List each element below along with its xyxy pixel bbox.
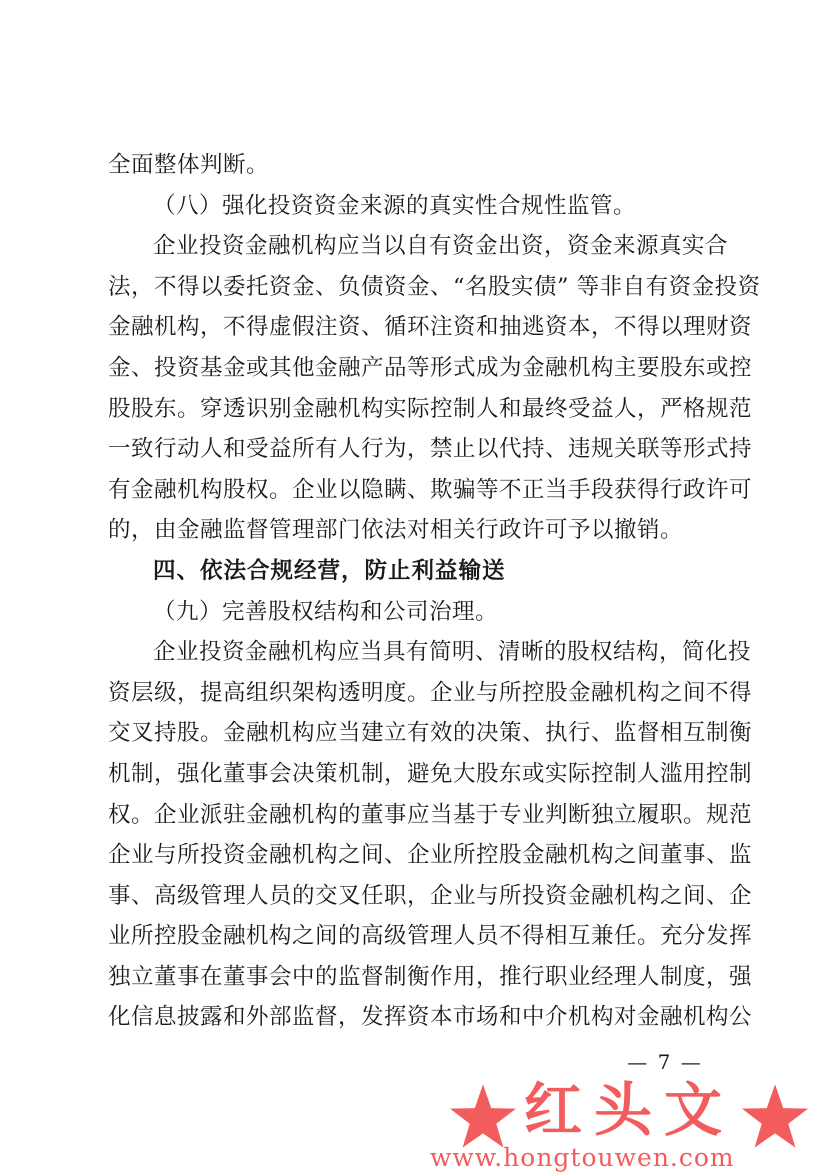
text-line: 股股东。穿透识别金融机构实际控制人和最终受益人，严格规范 <box>108 395 753 422</box>
text-line: 事、高级管理人员的交叉任职，企业与所投资金融机构之间、企 <box>108 882 753 909</box>
text-line: 企业投资金融机构应当以自有资金出资，资金来源真实合 <box>153 233 729 260</box>
text-line: 全面整体判断。 <box>108 152 270 178</box>
text-line: 业所控股金融机构之间的高级管理人员不得相互兼任。充分发挥 <box>108 923 753 950</box>
text-line: 金融机构，不得虚假注资、循环注资和抽逃资本，不得以理财资 <box>108 314 753 341</box>
text-line: 金、投资基金或其他金融产品等形式成为金融机构主要股东或控 <box>108 354 753 381</box>
text-line: 交叉持股。金融机构应当建立有效的决策、执行、监督相互制衡 <box>108 720 753 747</box>
text-line: 化信息披露和外部监督，发挥资本市场和中介机构对金融机构公 <box>108 1004 753 1031</box>
text-line: 企业投资金融机构应当具有简明、清晰的股权结构，简化投 <box>153 639 752 666</box>
text-line: 一致行动人和受益所有人行为，禁止以代持、违规关联等形式持 <box>108 436 753 463</box>
text-line: 机制，强化董事会决策机制，避免大股东或实际控制人滥用控制 <box>108 760 753 787</box>
section-heading: （九）完善股权结构和公司治理。 <box>153 598 499 625</box>
section-heading: （八）强化投资资金来源的真实性合规性监管。 <box>153 192 637 219</box>
star-icon <box>448 1083 518 1149</box>
watermark-url: www.hongtouwen.com <box>430 1143 735 1172</box>
text-line: 权。企业派驻金融机构的董事应当基于专业判断独立履职。规范 <box>108 801 753 828</box>
text-line: 企业与所投资金融机构之间、企业所控股金融机构之间董事、监 <box>108 842 753 869</box>
text-line: 的，由金融监督管理部门依法对相关行政许可予以撤销。 <box>108 517 684 544</box>
chapter-heading: 四、依法合规经营，防止利益输送 <box>153 557 506 584</box>
page-number: — 7 — <box>627 1050 703 1074</box>
text-line: 有金融机构股权。企业以隐瞒、欺骗等不正当手段获得行政许可 <box>108 476 753 503</box>
watermark <box>0 1075 827 1170</box>
star-icon <box>740 1083 810 1149</box>
text-line: 独立董事在董事会中的监督制衡作用，推行职业经理人制度，强 <box>108 963 753 990</box>
document-body <box>108 145 761 1038</box>
text-line: 资层级，提高组织架构透明度。企业与所控股金融机构之间不得 <box>108 679 753 706</box>
watermark-title: 红头文 <box>523 1076 734 1144</box>
text-line: 法，不得以委托资金、负债资金、“名股实债” 等非自有资金投资 <box>108 273 761 300</box>
